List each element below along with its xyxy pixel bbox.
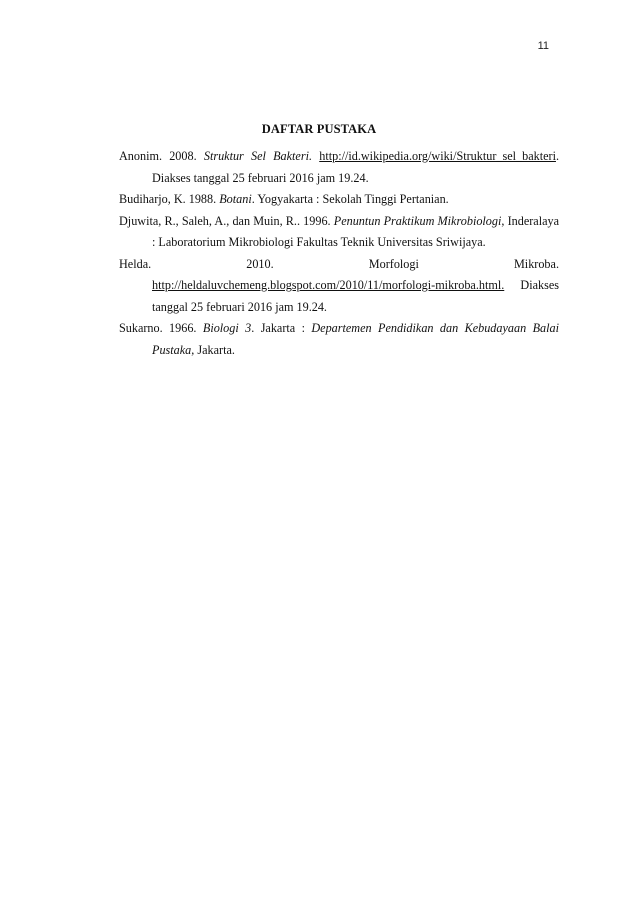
reference-text: , Jakarta. [191,342,235,357]
reference-link[interactable]: http://id.wikipedia.org/wiki/Struktur_sel_bakteri [319,149,556,163]
reference-text: . Diakses tanggal 25 februari 2016 jam 19.24. [152,149,560,185]
reference-text: Sukarno. 1966. [119,321,203,335]
reference-text: Helda. 2010. Morfologi Mikroba. [119,256,559,271]
reference-title: Struktur Sel Bakteri. [203,149,313,163]
reference-text: , Inderalaya : Laboratorium Mikrobiologi Fakultas Teknik Universitas Sriwijaya. [152,213,560,249]
reference-list [119,146,559,361]
reference-entry-budiharjo [119,189,559,211]
reference-text: . Yogyakarta : Sekolah Tinggi Pertanian. [251,192,449,206]
reference-title: Biologi 3 [202,321,252,335]
reference-text: Budiharjo, K. 1988. [119,192,220,206]
reference-title: Penuntun Praktikum Mikrobiologi [333,213,502,228]
reference-title: Botani [219,192,252,206]
reference-text: Djuwita, R., Saleh, A., dan Muin, R.. 1996. [119,213,334,228]
reference-link[interactable]: http://heldaluvchemeng.blogspot.com/2010/11/morfologi-mikroba.html. [152,278,505,292]
reference-text: . Jakarta : [251,321,312,335]
reference-entry-sukarno [119,318,559,361]
reference-text: Diakses tanggal 25 februari 2016 jam 19.24. [152,278,559,314]
page-number: 11 [537,40,549,52]
reference-entry-helda [119,254,559,319]
reference-publisher: Departemen Pendidikan dan Kebudayaan Balai Pustaka [152,321,559,357]
reference-text: Anonim. 2008. [119,149,204,163]
reference-entry-anonim [119,146,559,189]
reference-entry-djuwita [119,211,559,254]
page-title: DAFTAR PUSTAKA [261,122,377,136]
